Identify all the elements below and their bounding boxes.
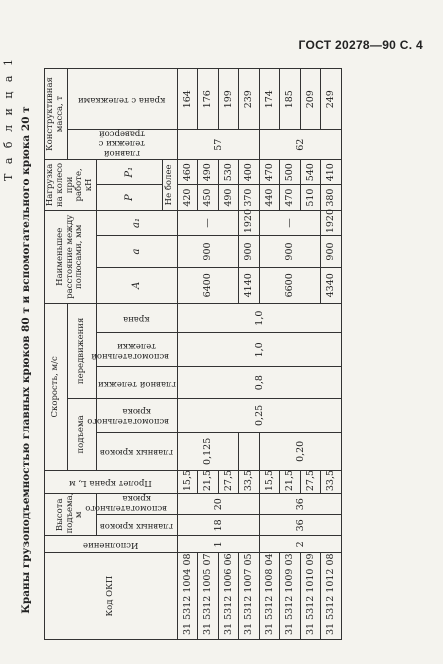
cell-version: 2 <box>259 536 341 553</box>
col-version <box>45 536 178 553</box>
cell-dist-a1: 1920 <box>239 210 260 235</box>
col-wheel-load: Нагрузка на колесо при работе, кН <box>45 160 97 211</box>
cell-lift-aux: 36 <box>259 494 341 515</box>
cell-lift-main: 36 <box>259 515 341 536</box>
cell-dist-A: 4340 <box>321 267 342 303</box>
table-title: Краны грузоподъемностью главных крюков 80 т и вспомогательного крюка 20 т <box>20 106 32 614</box>
cell-P: 490 <box>218 185 239 210</box>
col-dist-a: а <box>96 236 177 268</box>
col-mass-crane-label: крана с тележками <box>78 95 166 106</box>
col-lift-height: Высота подъема, м <box>45 494 97 536</box>
page-header: ГОСТ 20278—90 С. 4 <box>298 38 423 52</box>
cell-P1: 410 <box>321 160 342 185</box>
cell-trav-main: 0,8 <box>177 367 341 399</box>
cell-lift-aux: 20 <box>177 494 259 515</box>
col-travel: передвижения <box>67 303 96 398</box>
cell-dist-a1: — <box>259 210 321 235</box>
cell-P: 510 <box>300 185 321 210</box>
col-trav-crane <box>96 303 177 333</box>
col-lift-main <box>96 515 177 536</box>
cell-mass-crane: 174 <box>259 69 280 130</box>
col-wheel-P: Р <box>96 185 162 210</box>
cell-span: 33,5 <box>321 470 342 493</box>
cranes-table <box>44 68 342 640</box>
cell-code: 31 5312 1010 09 <box>300 553 321 640</box>
col-mass-trolley-label: главной тележки с траверсой <box>98 128 146 159</box>
col-wheel-P1: Р₁ <box>96 160 162 185</box>
cell-mass-trolley: 62 <box>259 130 341 160</box>
cell-P: 470 <box>280 185 301 210</box>
col-trav-aux <box>90 333 177 367</box>
cell-mass-crane: 176 <box>198 69 219 130</box>
cell-mass-crane: 209 <box>300 69 321 130</box>
table-label: Т а б л и ц а 1 <box>2 56 15 181</box>
cell-code: 31 5312 1006 06 <box>218 553 239 640</box>
cell-trav-crane: 1,0 <box>177 303 341 333</box>
col-dist-a1: а₁ <box>96 210 177 235</box>
cell-mass-crane: 239 <box>239 69 260 130</box>
cell-code: 31 5312 1005 07 <box>198 553 219 640</box>
cell-raise-aux: 0,25 <box>177 398 341 432</box>
table-row <box>177 69 198 640</box>
cell-P: 380 <box>321 185 342 210</box>
cell-P: 440 <box>259 185 280 210</box>
cell-dist-a1: — <box>177 210 239 235</box>
col-version-label: Исполнение <box>83 540 139 551</box>
cell-P: 370 <box>239 185 260 210</box>
cell-raise-main: 0,125 <box>177 432 239 470</box>
col-distance: Наименьшее расстояние между полюсами, мм <box>45 210 97 303</box>
cell-code: 31 5312 1008 04 <box>259 553 280 640</box>
col-mass: Конструктивная масса, т <box>45 69 68 160</box>
cell-trav-aux: 1,0 <box>177 333 341 367</box>
col-raise-main <box>96 432 177 470</box>
col-lift-aux <box>85 493 177 515</box>
cell-P: 450 <box>198 185 219 210</box>
col-trav-main-label: главной тележки <box>97 378 176 389</box>
cell-dist-a1: 1920 <box>321 210 342 235</box>
cell-span: 27,5 <box>300 470 321 493</box>
cell-dist-A: 4140 <box>239 267 260 303</box>
cell-dist-A: 6600 <box>259 267 321 303</box>
col-mass-trolley <box>67 130 177 160</box>
cell-code: 31 5312 1009 03 <box>280 553 301 640</box>
cell-dist-A: 6400 <box>177 267 239 303</box>
cell-raise-main <box>239 432 260 470</box>
col-raise-main-label: главных крюков <box>100 447 174 458</box>
cell-P: 420 <box>177 185 198 210</box>
cell-dist-a: 900 <box>239 236 260 268</box>
cell-span: 15,5 <box>259 470 280 493</box>
col-lift-main-label: главных крюков <box>100 521 174 532</box>
cell-P1: 500 <box>280 160 301 185</box>
cell-dist-a: 900 <box>259 236 321 268</box>
col-lift-aux-label: вспомогательного крюка <box>85 493 167 514</box>
cell-span: 21,5 <box>280 470 301 493</box>
col-speed: Скорость, м/с <box>45 303 68 470</box>
col-raising: подъема <box>67 398 96 470</box>
col-span <box>45 470 178 493</box>
col-dist-A: А <box>96 267 177 303</box>
cell-mass-crane: 185 <box>280 69 301 130</box>
col-mass-crane <box>67 69 177 130</box>
cell-lift-main: 18 <box>177 515 259 536</box>
cell-mass-crane: 199 <box>218 69 239 130</box>
col-raise-aux <box>87 398 177 432</box>
cell-span: 33,5 <box>239 470 260 493</box>
cell-mass-crane: 164 <box>177 69 198 130</box>
cell-raise-main: 0,20 <box>259 432 341 470</box>
rotated-table-area <box>2 50 438 640</box>
cell-dist-a: 900 <box>177 236 239 268</box>
cell-P1: 540 <box>300 160 321 185</box>
cell-span: 21,5 <box>198 470 219 493</box>
cell-code: 31 5312 1007 05 <box>239 553 260 640</box>
cell-code: 31 5312 1004 08 <box>177 553 198 640</box>
cell-span: 27,5 <box>218 470 239 493</box>
cell-P1: 460 <box>177 160 198 185</box>
col-not-more: Не более <box>162 160 177 211</box>
cell-version: 1 <box>177 536 259 553</box>
col-trav-main <box>96 367 177 399</box>
cell-P1: 490 <box>198 160 219 185</box>
cell-code: 31 5312 1012 08 <box>321 553 342 640</box>
col-trav-crane-label: крана <box>123 314 151 325</box>
cell-P1: 530 <box>218 160 239 185</box>
cell-P1: 470 <box>259 160 280 185</box>
col-raise-aux-label: вспомогательного крюка <box>87 406 169 427</box>
cell-mass-trolley: 57 <box>177 130 259 160</box>
cell-dist-a: 900 <box>321 236 342 268</box>
col-trav-aux-label: вспомогательной тележки <box>90 340 169 361</box>
cell-span: 15,5 <box>177 470 198 493</box>
col-code: Код ОКП <box>45 553 178 640</box>
col-span-label: Пролет крана L, м <box>69 477 153 488</box>
cell-mass-crane: 249 <box>321 69 342 130</box>
cell-P1: 400 <box>239 160 260 185</box>
